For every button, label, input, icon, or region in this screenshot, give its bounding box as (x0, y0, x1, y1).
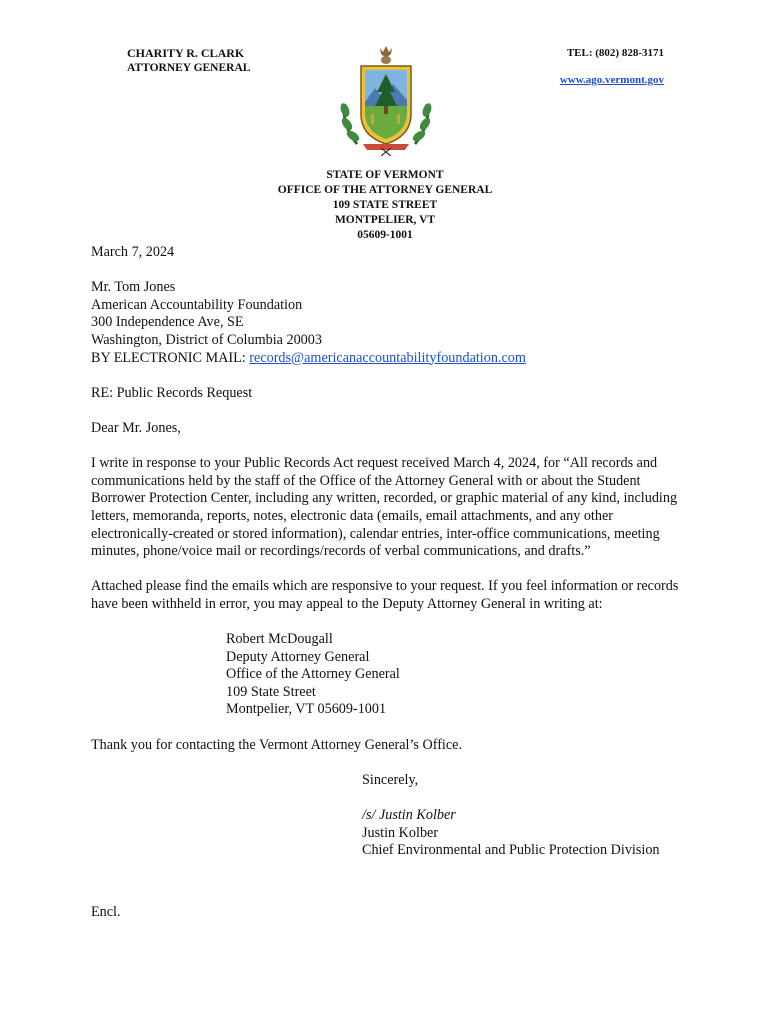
header-left (127, 46, 250, 76)
signature-block (91, 807, 691, 860)
appeal-address-block (91, 631, 691, 719)
enclosure-note: Encl. (91, 904, 121, 920)
email-label: BY ELECTRONIC MAIL: (91, 349, 250, 366)
recipient-org: American Accountability Foundation (91, 296, 303, 313)
signer-title: Chief Environmental and Public Protection Division (362, 842, 660, 859)
letter-body (91, 244, 691, 877)
signer-name: Justin Kolber (362, 824, 439, 841)
letter-date: March 7, 2024 (91, 244, 175, 260)
appeal-street: 109 State Street (226, 683, 316, 700)
appeal-title: Deputy Attorney General (226, 648, 370, 665)
subject-line: RE: Public Records Request (91, 384, 253, 401)
office-street: 109 STATE STREET (332, 199, 438, 211)
paragraph-request: I write in response to your Public Records Act request received March 4, 2024, for “All records and communications held by the staff of the Office of the Attorney General with or about the Student Borrower Protection Center, including any written, recorded, or graphic material of any kind, including letters, memoranda, reports, notes, electronic data (emails, email attachments, and any other electronically-created or stored information), calendar entries, inter-office communications, meeting minutes, phone/voice mail or recordings/records of verbal communications, and drafts.” (91, 455, 678, 560)
recipient-email-line (91, 350, 691, 368)
office-name: OFFICE OF THE ATTORNEY GENERAL (277, 184, 493, 196)
website-link[interactable]: www.ago.vermont.gov (559, 74, 664, 86)
appeal-name: Robert McDougall (226, 631, 333, 648)
header-right (560, 46, 664, 88)
recipient-name: Mr. Tom Jones (91, 279, 176, 296)
office-city: MONTPELIER, VT (334, 214, 436, 226)
office-address-block (0, 168, 770, 243)
recipient-city: Washington, District of Columbia 20003 (91, 331, 322, 348)
signature: /s/ Justin Kolber (362, 807, 456, 823)
paragraph-response: Attached please find the emails which are responsive to your request. If you feel information or records have been withheld in error, you may appeal to the Deputy Attorney General in writing at: (91, 578, 679, 612)
office-state: STATE OF VERMONT (326, 169, 444, 181)
office-zip: 05609-1001 (357, 229, 413, 241)
attorney-general-title: ATTORNEY GENERAL (127, 62, 251, 74)
recipient-street: 300 Independence Ave, SE (91, 314, 244, 331)
vermont-state-seal-icon (337, 44, 435, 156)
closing: Sincerely, (362, 771, 419, 788)
telephone: TEL: (802) 828-3171 (566, 47, 664, 59)
attorney-general-name: CHARITY R. CLARK (127, 46, 245, 60)
appeal-office: Office of the Attorney General (226, 666, 400, 683)
thanks-line: Thank you for contacting the Vermont Attorney General’s Office. (91, 736, 462, 753)
recipient-email-link[interactable]: records@americanaccountabilityfoundation.com (249, 349, 526, 366)
appeal-city: Montpelier, VT 05609-1001 (226, 701, 387, 718)
recipient-block (91, 279, 691, 367)
salutation: Dear Mr. Jones, (91, 419, 181, 436)
